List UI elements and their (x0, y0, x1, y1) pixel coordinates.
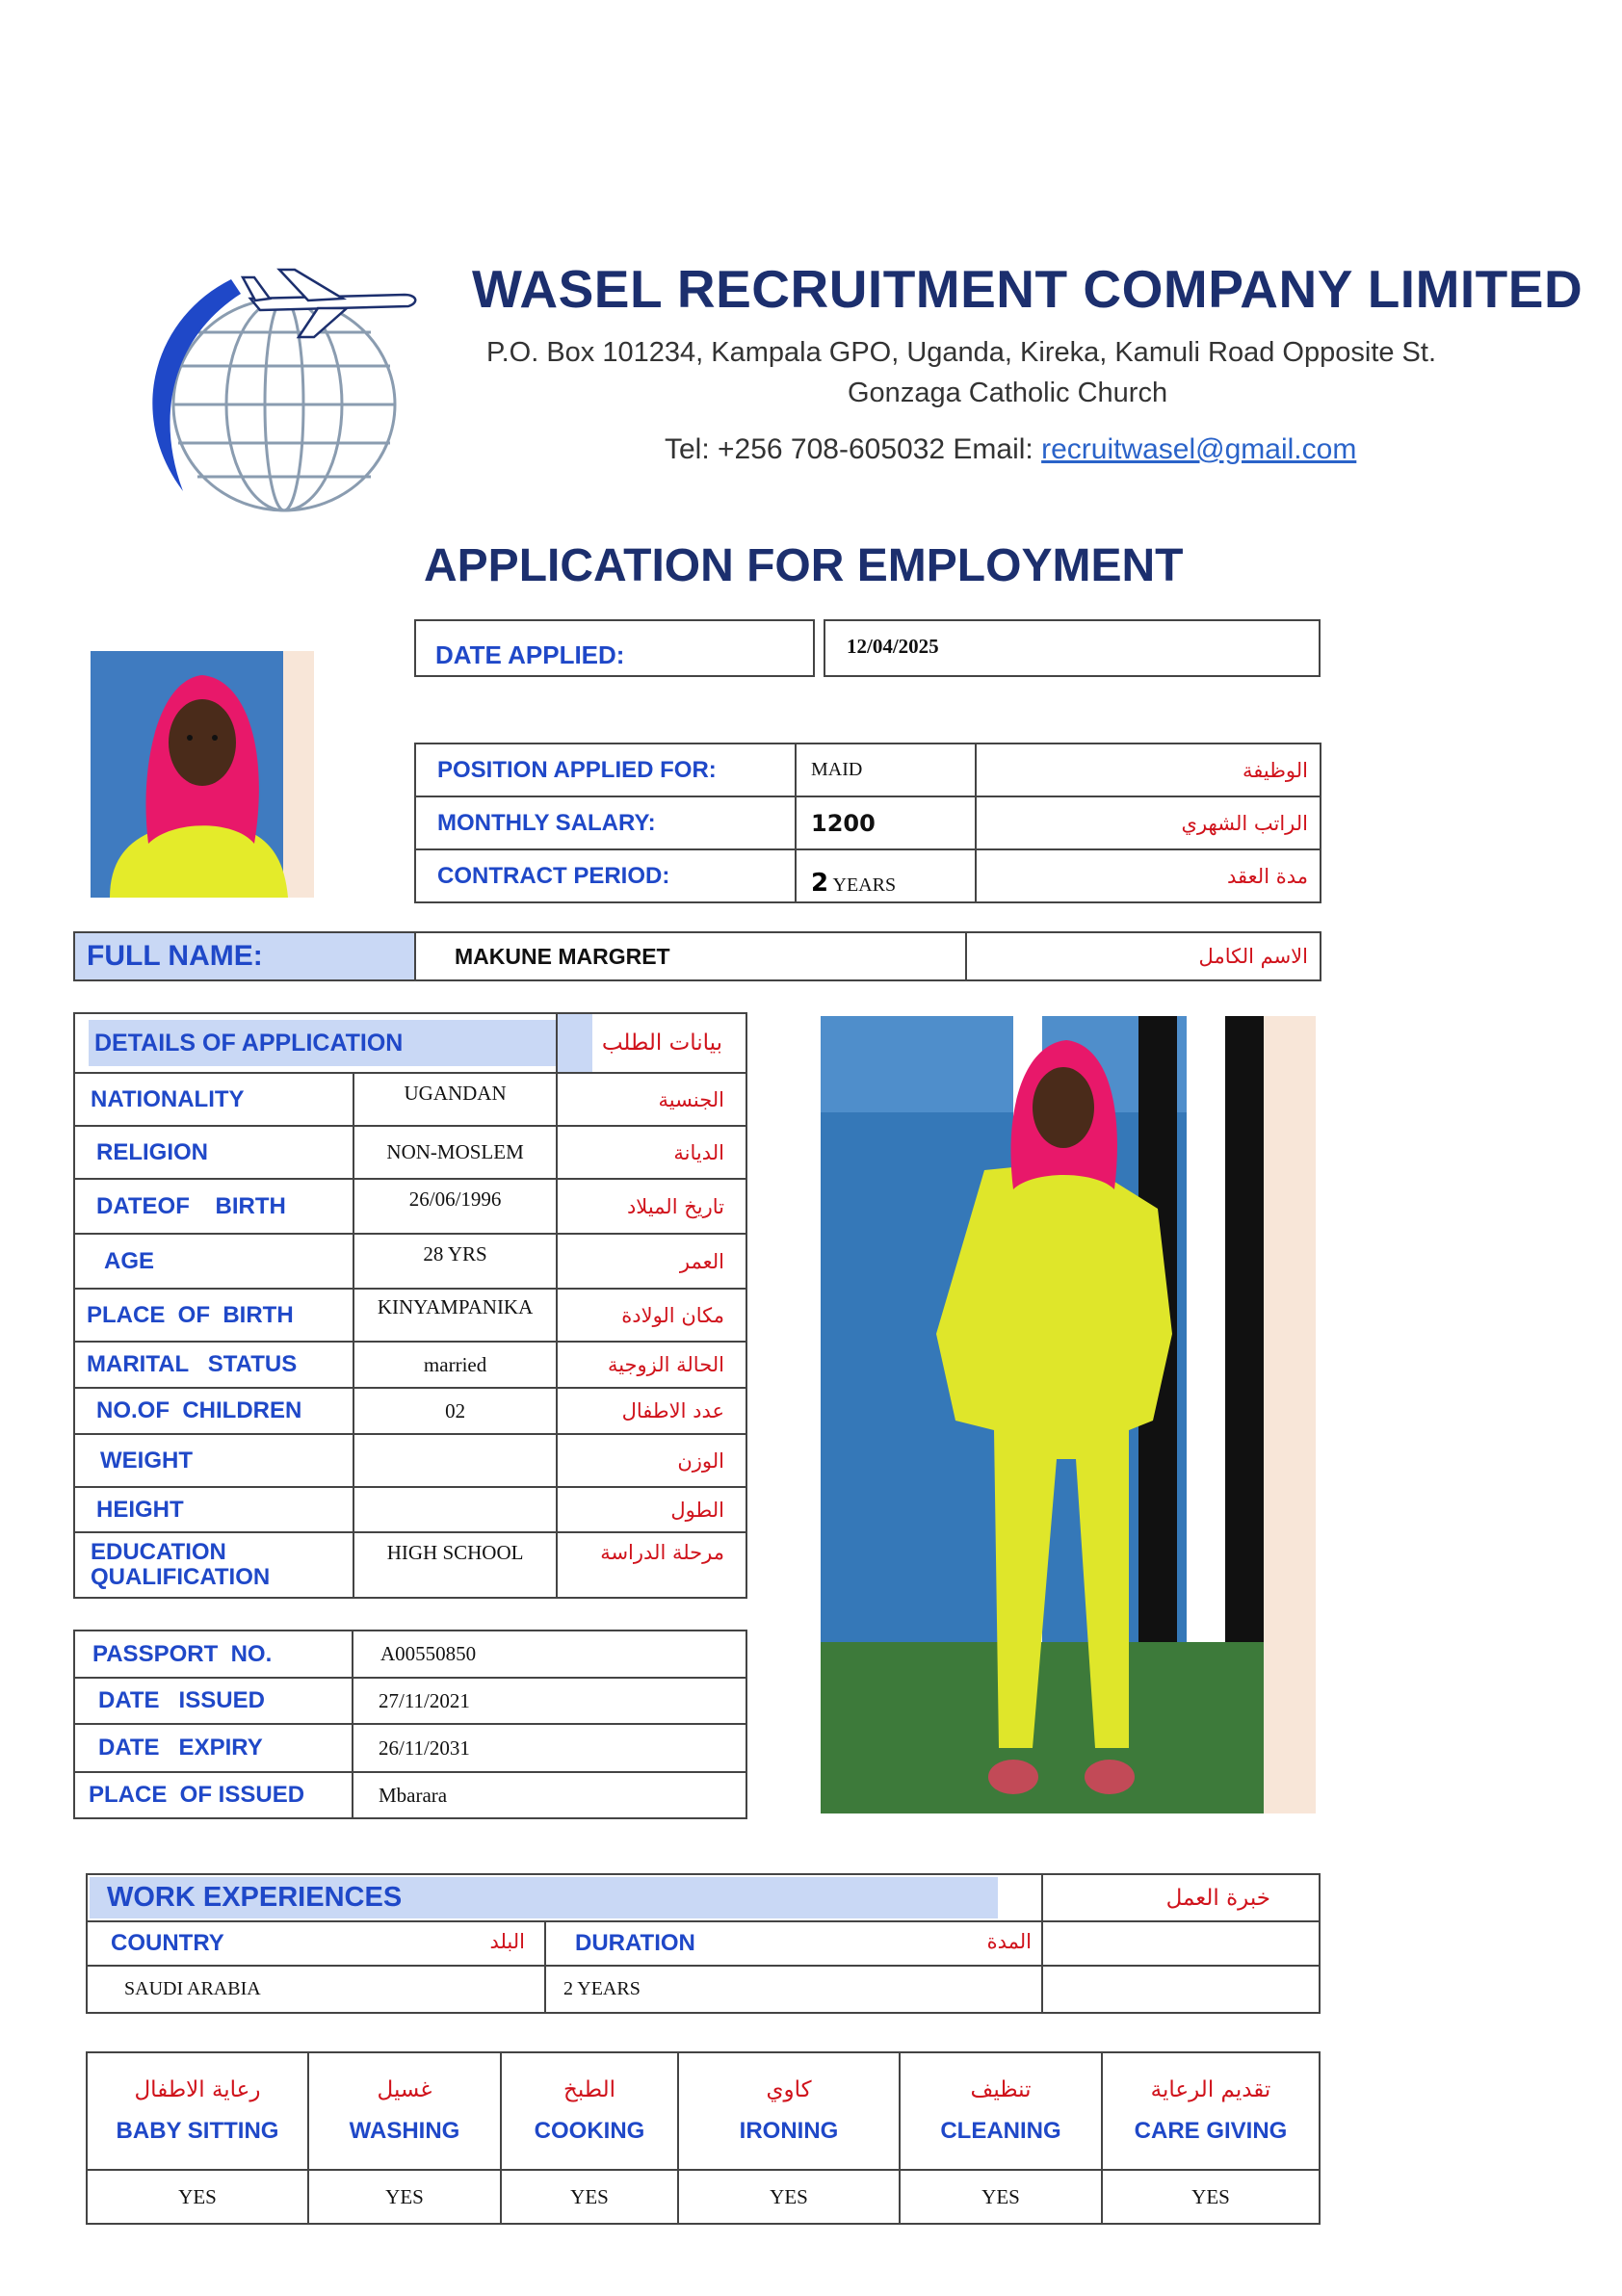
skill-value-care-giving: YES (1191, 2184, 1230, 2208)
date-issued-value: 27/11/2021 (379, 1688, 470, 1712)
religion-value: NON-MOSLEM (386, 1140, 524, 1163)
position-label: POSITION APPLIED FOR: (437, 756, 717, 783)
skill-arabic-baby-sitting: رعاية الاطفال (134, 2077, 261, 2102)
skill-label-cleaning: CLEANING (940, 2118, 1061, 2144)
company-logo (116, 260, 424, 520)
position-arabic: الوظيفة (1242, 758, 1308, 782)
skill-label-care-giving: CARE GIVING (1134, 2118, 1288, 2144)
duration-column-arabic: المدة (986, 1930, 1032, 1953)
skill-label-ironing: IRONING (739, 2118, 839, 2144)
place-of-birth-arabic: مكان الولادة (621, 1303, 724, 1327)
company-phone: Tel: +256 708-605032 Email: (665, 433, 1042, 465)
date-expiry-label: DATE EXPIRY (98, 1735, 263, 1761)
place-of-birth-label: PLACE OF BIRTH (87, 1301, 294, 1328)
nationality-value: UGANDAN (404, 1082, 507, 1105)
applicant-photo-full (821, 1016, 1316, 1813)
children-label: NO.OF CHILDREN (96, 1397, 302, 1423)
company-contact (665, 433, 1356, 466)
weight-label: WEIGHT (100, 1447, 193, 1474)
skill-label-baby-sitting: BABY SITTING (116, 2118, 279, 2144)
company-address-line2: Gonzaga Catholic Church (848, 378, 1168, 408)
salary-label: MONTHLY SALARY: (437, 809, 656, 836)
date-applied-label-box (414, 619, 815, 677)
religion-label: RELIGION (96, 1138, 209, 1165)
company-address-line1: P.O. Box 101234, Kampala GPO, Uganda, Kireka, Kamuli Road Opposite St. (486, 337, 1437, 368)
country-column-arabic: البلد (489, 1930, 525, 1953)
skill-arabic-cooking: الطبخ (562, 2077, 616, 2102)
date-expiry-value: 26/11/2031 (379, 1735, 470, 1760)
place-of-birth-value: KINYAMPANIKA (377, 1295, 534, 1318)
details-table (73, 1012, 747, 1599)
skill-value-cooking: YES (570, 2184, 609, 2208)
experience-country-value: SAUDI ARABIA (124, 1978, 261, 1999)
age-label: AGE (104, 1247, 155, 1274)
skill-value-cleaning: YES (981, 2184, 1020, 2208)
form-title: APPLICATION FOR EMPLOYMENT (424, 540, 1184, 591)
nationality-arabic: الجنسية (658, 1087, 724, 1111)
skill-value-ironing: YES (770, 2184, 808, 2208)
passport-no-label: PASSPORT NO. (92, 1640, 273, 1667)
duration-column-label: DURATION (575, 1930, 695, 1956)
nationality-label: NATIONALITY (91, 1085, 245, 1112)
skills-table (86, 2051, 1321, 2225)
full-name-value: MAKUNE MARGRET (455, 943, 670, 969)
place-issued-label: PLACE OF ISSUED (89, 1782, 305, 1808)
height-arabic: الطول (670, 1498, 724, 1522)
skill-arabic-washing: غسيل (377, 2077, 432, 2102)
date-applied-label: DATE APPLIED: (435, 640, 625, 669)
age-arabic: العمر (679, 1249, 724, 1273)
marital-status-arabic: الحالة الزوجية (607, 1353, 724, 1376)
contract-label: CONTRACT PERIOD: (437, 862, 670, 889)
country-column-label: COUNTRY (111, 1930, 224, 1956)
work-experience-header-arabic: خبرة العمل (1165, 1885, 1270, 1911)
applicant-photo-small (91, 651, 314, 898)
contract-value-unit: YEARS (832, 874, 897, 896)
position-table (414, 743, 1321, 903)
contract-value-num: 2 (811, 869, 829, 898)
details-header-arabic: بيانات الطلب (601, 1031, 722, 1056)
date-applied-value-box (824, 619, 1321, 677)
table-row (87, 1966, 1320, 2013)
height-label: HEIGHT (96, 1496, 184, 1523)
full-name-table (73, 931, 1321, 981)
skill-value-baby-sitting: YES (178, 2184, 217, 2208)
contract-arabic: مدة العقد (1227, 864, 1308, 888)
religion-arabic: الديانة (673, 1140, 724, 1164)
details-header: DETAILS OF APPLICATION (94, 1029, 404, 1057)
passport-no-value: A00550850 (380, 1642, 477, 1665)
dob-label: DATEOF BIRTH (96, 1192, 286, 1219)
full-name-label: FULL NAME: (87, 940, 263, 972)
date-applied-value: 12/04/2025 (847, 635, 939, 658)
weight-arabic: الوزن (677, 1448, 724, 1473)
skill-label-washing: WASHING (349, 2118, 460, 2144)
education-value: HIGH SCHOOL (386, 1541, 524, 1564)
children-value: 02 (445, 1398, 466, 1422)
marital-status-value: married (423, 1352, 487, 1376)
skill-label-cooking: COOKING (534, 2118, 645, 2144)
salary-arabic: الراتب الشهري (1181, 811, 1308, 835)
dob-value: 26/06/1996 (408, 1187, 502, 1211)
age-value: 28 YRS (423, 1242, 487, 1265)
skill-arabic-ironing: كاوي (766, 2077, 812, 2102)
position-value: MAID (811, 759, 863, 780)
marital-status-label: MARITAL STATUS (87, 1351, 298, 1377)
children-arabic: عدد الاطفال (621, 1399, 724, 1422)
work-experience-table (86, 1873, 1321, 2014)
education-arabic: مرحلة الدراسة (600, 1541, 724, 1564)
dob-arabic: تاريخ الميلاد (626, 1194, 724, 1218)
place-issued-value: Mbarara (379, 1783, 448, 1807)
work-experience-header: WORK EXPERIENCES (107, 1882, 403, 1913)
full-name-arabic: الاسم الكامل (1198, 945, 1308, 968)
date-issued-label: DATE ISSUED (98, 1687, 265, 1713)
skill-value-washing: YES (385, 2184, 424, 2208)
passport-table (73, 1630, 747, 1819)
company-email-link[interactable]: recruitwasel@gmail.com (1041, 433, 1357, 465)
skill-arabic-care-giving: تقديم الرعاية (1150, 2077, 1271, 2102)
skill-arabic-cleaning: تنظيف (970, 2077, 1032, 2102)
education-label: EDUCATION QUALIFICATION (91, 1539, 271, 1590)
experience-duration-value: 2 YEARS (563, 1978, 641, 1999)
contract-value (797, 869, 897, 898)
salary-value: 1200 (811, 809, 876, 837)
company-name: WASEL RECRUITMENT COMPANY LIMITED (472, 259, 1583, 319)
